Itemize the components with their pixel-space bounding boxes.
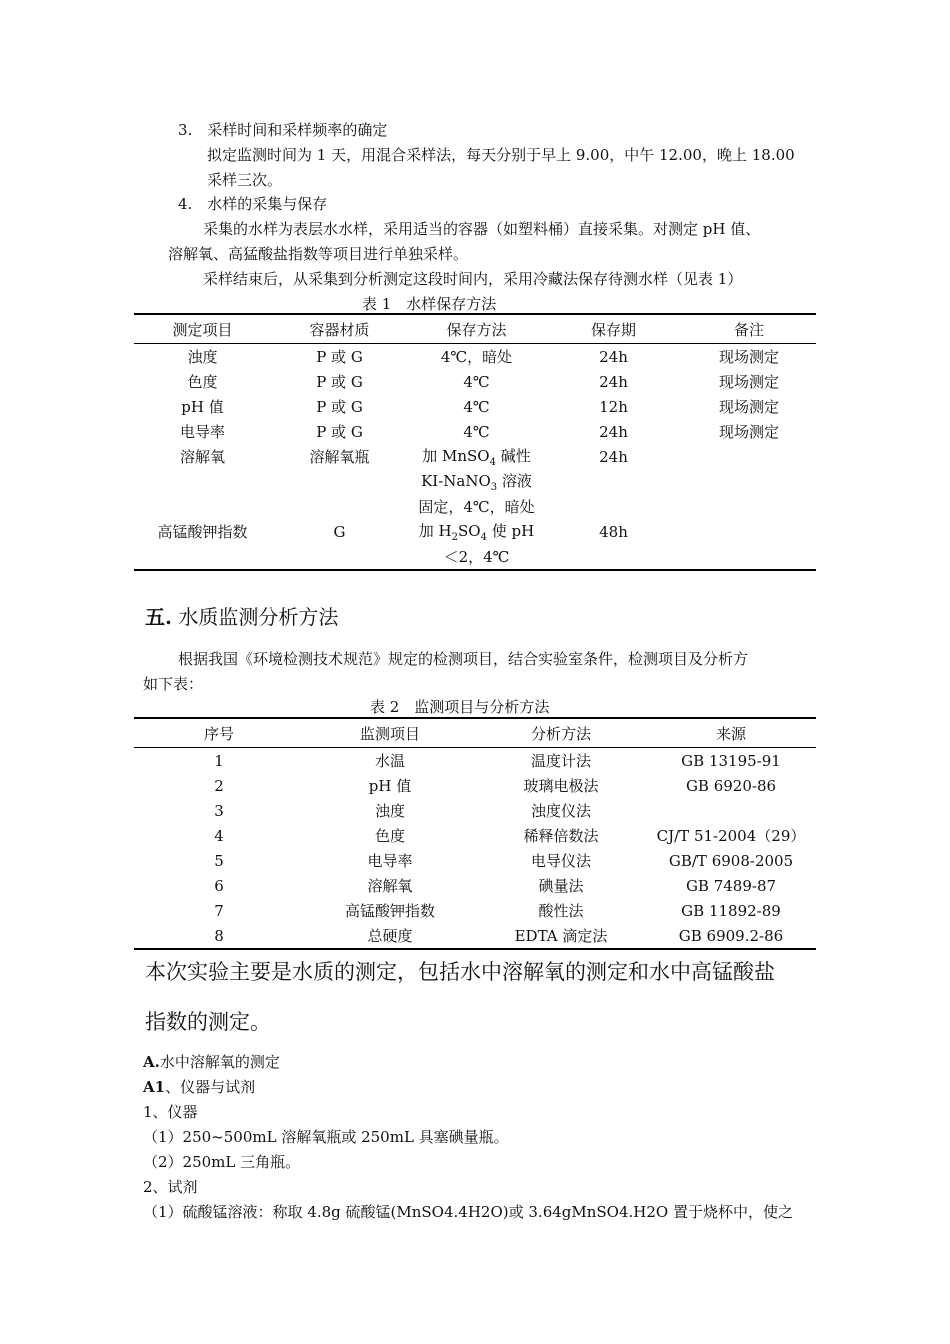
table-cell: 4℃，暗处 <box>440 348 513 366</box>
section-5-para-line2: 如下表： <box>143 675 204 693</box>
table-cell: 电导率 <box>179 423 225 441</box>
table-cell: 固定，4℃，暗处 <box>418 498 535 516</box>
table1-header: 容器材质 <box>271 314 408 344</box>
table-cell: 12h <box>599 397 628 416</box>
table-cell: 现场测定 <box>718 373 779 391</box>
table1-header-row <box>134 314 816 344</box>
km-method-sub: 2 <box>451 532 459 543</box>
table-cell: 水温 <box>374 752 405 770</box>
section-5-title <box>145 601 338 630</box>
table-cell <box>545 469 682 494</box>
instrument-item-2: （2）250mL 三角瓶。 <box>143 1153 301 1171</box>
km-method-text: SO <box>458 522 481 540</box>
section-5-number: 五. <box>145 605 172 629</box>
instrument-item-1: （1）250~500mL 溶解氧瓶或 250mL 具塞碘量瓶。 <box>143 1128 509 1146</box>
summary-line2: 指数的测定。 <box>145 1010 271 1034</box>
table-row <box>134 544 816 570</box>
section-5-title-text: 水质监测分析方法 <box>171 605 339 629</box>
km-method-sub: 4 <box>480 532 487 543</box>
table-cell: 电导仪法 <box>530 852 591 870</box>
table-row <box>134 773 816 798</box>
table2-header: 监测项目 <box>304 718 476 748</box>
instruments-heading: 1、仪器 <box>143 1103 198 1121</box>
section-4-title: 4. 水样的采集与保存 <box>178 195 328 213</box>
part-a1-title <box>143 1076 255 1097</box>
table-row <box>134 394 816 419</box>
table-row <box>134 748 816 774</box>
table1-caption: 表 1 水样保存方法 <box>362 295 497 313</box>
table1-header: 备注 <box>682 314 816 344</box>
table-cell: P 或 G <box>316 348 363 366</box>
table-cell: 4℃ <box>463 397 490 416</box>
table-cell: 浊度 <box>187 348 218 366</box>
part-a1-label: A1 <box>143 1078 166 1096</box>
do-method-text: KI-NaNO <box>421 472 491 490</box>
table-cell: 24h <box>599 447 628 466</box>
table-cell <box>408 469 545 494</box>
do-method-sub: 3 <box>490 482 498 493</box>
table-cell <box>682 494 816 519</box>
table-cell: 浊度仪法 <box>530 802 591 820</box>
table1-header: 保存方法 <box>408 314 545 344</box>
section-4-para2: 采样结束后，从采集到分析测定这段时间内，采用冷藏法保存待测水样（见表 1） <box>203 270 743 288</box>
table-cell <box>682 544 816 570</box>
table-cell: P 或 G <box>316 423 363 441</box>
table-cell: 温度计法 <box>530 752 591 770</box>
table-cell: 3 <box>214 801 224 820</box>
table2-header: 分析方法 <box>476 718 646 748</box>
table-row <box>134 848 816 873</box>
section-3-text-line1: 拟定监测时间为 1 天，用混合采样法，每天分别于早上 9.00，中午 12.00，晚上 18.00 <box>207 146 795 164</box>
section-4-para1-line2: 溶解氧、高猛酸盐指数等项目进行单独采样。 <box>168 245 469 263</box>
table-cell: G <box>333 522 346 541</box>
table-cell <box>271 494 408 519</box>
table-cell <box>408 519 545 544</box>
table-row <box>134 344 816 370</box>
table-cell: 碘量法 <box>538 877 584 895</box>
reagent-item-1: （1）硫酸锰溶液：称取 4.8g 硫酸锰(MnSO4.4H2O)或 3.64gMnSO4.H2O 置于烧杯中，使之 <box>143 1203 793 1221</box>
table-row <box>134 369 816 394</box>
table-row <box>134 469 816 494</box>
table-cell: CJ/T 51-2004（29） <box>656 827 806 845</box>
section-5-para-line1: 根据我国《环境检测技术规范》规定的检测项目，结合实验室条件，检测项目及分析方 <box>178 650 749 668</box>
table-cell: 色度 <box>187 373 218 391</box>
table-row <box>134 898 816 923</box>
table2-header: 序号 <box>134 718 304 748</box>
table-cell <box>408 444 545 469</box>
part-a-title-text: 水中溶解氧的测定 <box>159 1053 280 1071</box>
table1-header: 保存期 <box>545 314 682 344</box>
part-a-title <box>143 1051 280 1072</box>
table-cell: 浊度 <box>374 802 405 820</box>
do-method-text: 加 MnSO <box>422 447 490 465</box>
table-cell <box>646 798 816 823</box>
table-cell <box>271 544 408 570</box>
table-cell: 总硬度 <box>367 927 413 945</box>
table-cell: 7 <box>214 901 224 920</box>
table-row <box>134 798 816 823</box>
table-cell <box>134 544 271 570</box>
table-cell: 玻璃电极法 <box>523 777 599 795</box>
km-method-text: 加 H <box>418 522 452 540</box>
table-cell <box>545 494 682 519</box>
table-cell <box>134 494 271 519</box>
table-cell: ＜2，4℃ <box>443 548 510 566</box>
table-cell: pH 值 <box>181 398 224 416</box>
table2-header-row <box>134 718 816 748</box>
table-cell: 4 <box>214 826 224 845</box>
table-cell: GB 11892-89 <box>681 901 781 920</box>
table-cell <box>682 444 816 469</box>
km-method-text: 使 pH <box>486 522 535 540</box>
section-3-title: 3. 采样时间和采样频率的确定 <box>178 121 388 139</box>
table-cell: 现场测定 <box>718 423 779 441</box>
table-cell: 溶解氧 <box>367 877 413 895</box>
table-cell: P 或 G <box>316 373 363 391</box>
table-cell: 4℃ <box>463 422 490 441</box>
table2-caption: 表 2 监测项目与分析方法 <box>370 698 550 716</box>
table-cell: GB/T 6908-2005 <box>668 851 794 870</box>
table-cell: 8 <box>214 926 224 945</box>
table2 <box>134 717 816 950</box>
table-cell <box>545 544 682 570</box>
table-cell: GB 13195-91 <box>681 751 781 770</box>
table-row-dissolved-oxygen <box>134 444 816 469</box>
table-cell: 2 <box>214 776 224 795</box>
part-a-label: A. <box>143 1053 160 1071</box>
table-cell: 5 <box>214 851 224 870</box>
section-3-text-line2: 采样三次。 <box>207 171 283 189</box>
table-cell: 溶解氧 <box>179 448 225 466</box>
table-cell: EDTA 滴定法 <box>514 927 608 945</box>
table-cell: 6 <box>214 876 224 895</box>
summary-line1: 本次实验主要是水质的测定，包括水中溶解氧的测定和水中高锰酸盐 <box>145 960 775 984</box>
do-method-text: 溶液 <box>497 472 532 490</box>
table-cell: GB 6920-86 <box>685 776 777 795</box>
table-row-permanganate <box>134 519 816 544</box>
table-cell: 现场测定 <box>718 398 779 416</box>
table-row <box>134 873 816 898</box>
table2-header: 来源 <box>646 718 816 748</box>
table-cell: 高锰酸钾指数 <box>344 902 435 920</box>
table-cell <box>682 519 816 544</box>
table-cell: 24h <box>599 372 628 391</box>
table-cell: 酸性法 <box>538 902 584 920</box>
part-a1-title-text: 、仪器与试剂 <box>165 1078 256 1096</box>
table-cell: 色度 <box>374 827 405 845</box>
table-cell <box>271 469 408 494</box>
section-4-para1-line1: 采集的水样为表层水水样，采用适当的容器（如塑料桶）直接采集。对测定 pH 值、 <box>203 220 761 238</box>
do-method-sub: 4 <box>489 457 496 468</box>
table-cell: 现场测定 <box>718 348 779 366</box>
table-cell: pH 值 <box>368 777 412 795</box>
reagents-heading: 2、试剂 <box>143 1178 198 1196</box>
table-cell: 48h <box>599 522 628 541</box>
table-row <box>134 823 816 848</box>
table-cell: 稀释倍数法 <box>523 827 599 845</box>
table-cell: P 或 G <box>316 398 363 416</box>
table-cell: 24h <box>599 422 628 441</box>
table-cell <box>134 469 271 494</box>
table-cell: 电导率 <box>367 852 413 870</box>
table-row <box>134 419 816 444</box>
table-cell: 24h <box>599 347 628 366</box>
table1 <box>134 313 816 571</box>
table1-header: 测定项目 <box>134 314 271 344</box>
table-cell: 高锰酸钾指数 <box>157 523 248 541</box>
table-cell: 4℃ <box>463 372 490 391</box>
table-cell: GB 7489-87 <box>685 876 777 895</box>
table-cell: GB 6909.2-86 <box>678 926 784 945</box>
do-method-text: 碱性 <box>495 447 531 465</box>
table-row <box>134 494 816 519</box>
table-cell: 1 <box>214 751 224 770</box>
table-cell <box>682 469 816 494</box>
table-cell: 溶解氧瓶 <box>309 448 370 466</box>
table-row <box>134 923 816 949</box>
